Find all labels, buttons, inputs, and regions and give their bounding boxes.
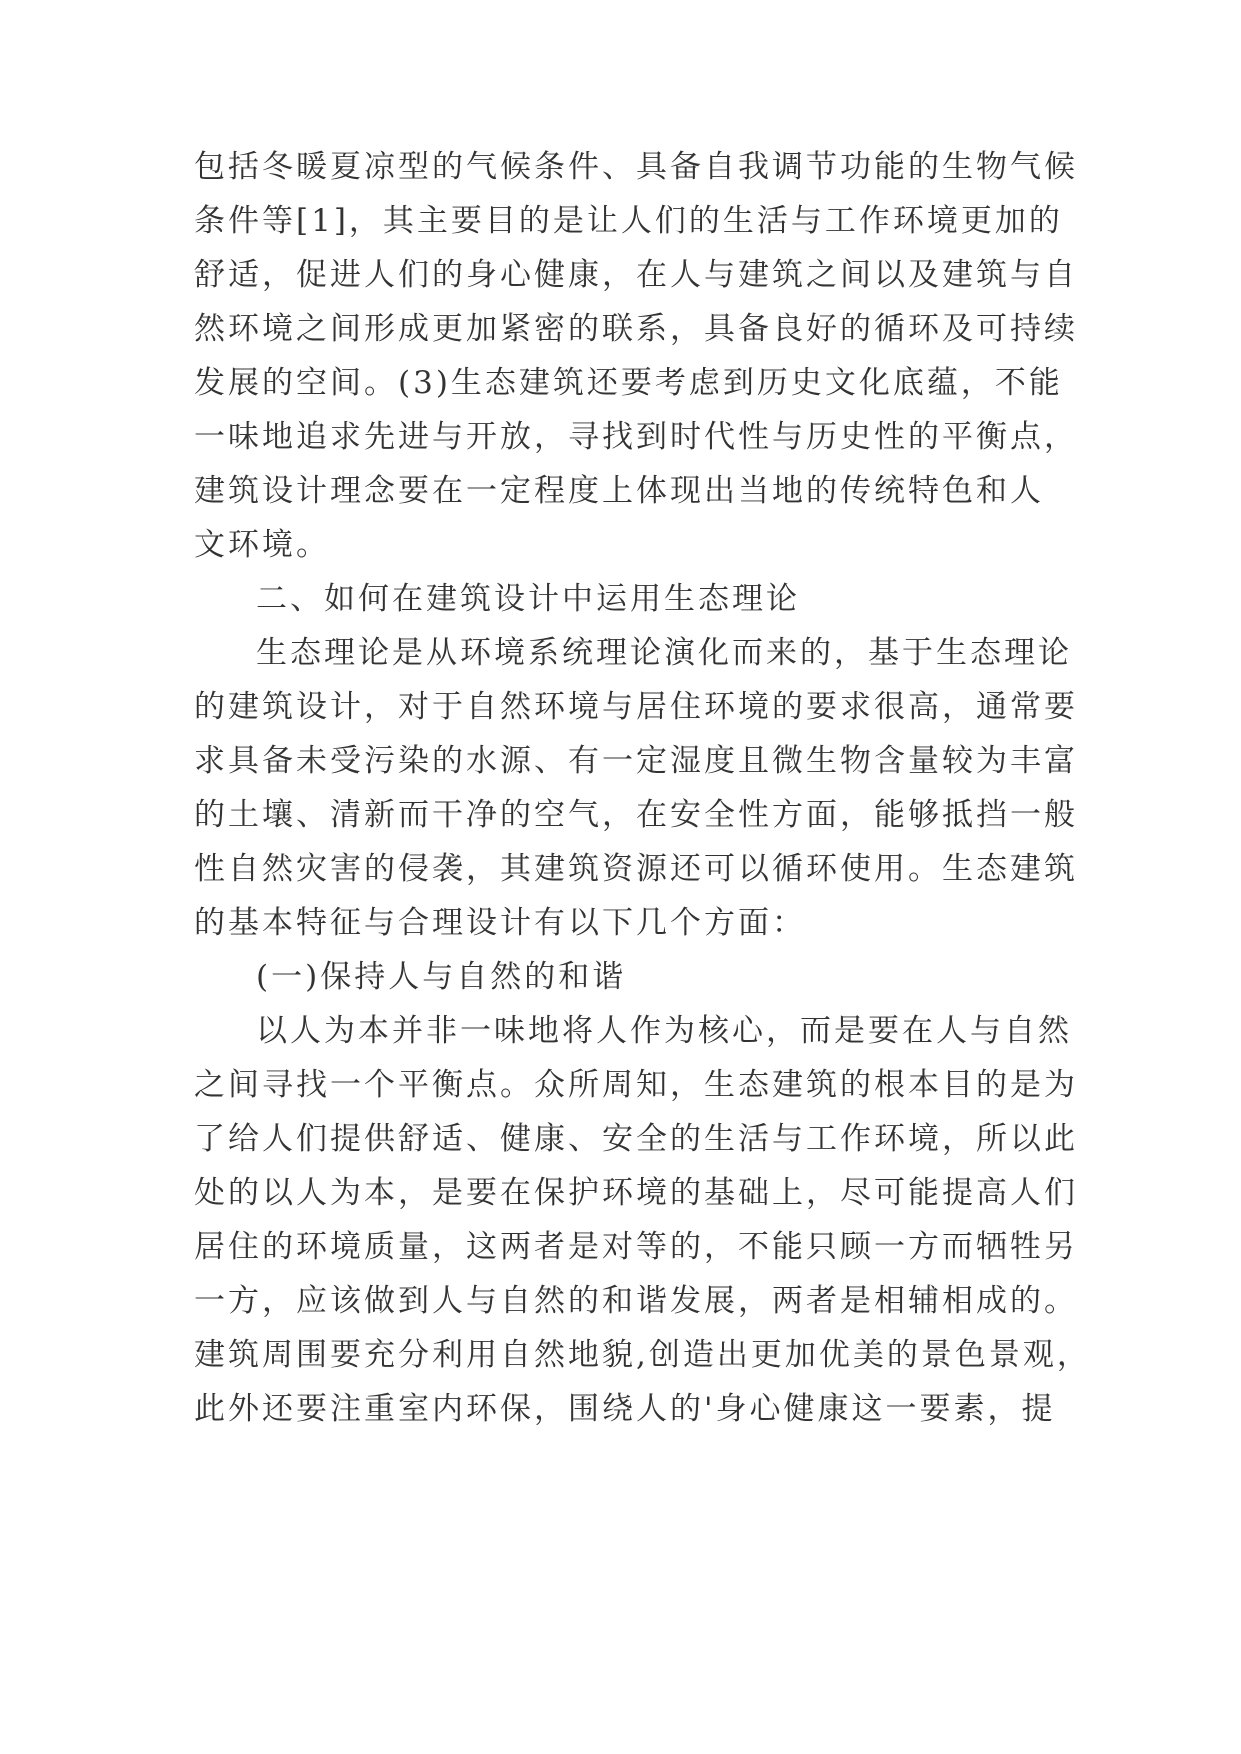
text-line: 一味地追求先进与开放，寻找到时代性与历史性的平衡点， bbox=[194, 419, 1078, 455]
text-line: 的土壤、清新而干净的空气，在安全性方面，能够抵挡一般 bbox=[194, 797, 1078, 833]
text-line: 求具备未受污染的水源、有一定湿度且微生物含量较为丰富 bbox=[194, 743, 1078, 779]
text-line: 建筑设计理念要在一定程度上体现出当地的传统特色和人 bbox=[194, 473, 1044, 509]
text-line: 建筑周围要充分利用自然地貌,创造出更加优美的景色景观， bbox=[194, 1337, 1091, 1373]
text-line: 居住的环境质量，这两者是对等的，不能只顾一方而牺牲另 bbox=[194, 1229, 1078, 1265]
text-line: 然环境之间形成更加紧密的联系，具备良好的循环及可持续 bbox=[194, 311, 1078, 347]
text-line: 的基本特征与合理设计有以下几个方面： bbox=[194, 905, 806, 941]
text-line: 舒适，促进人们的身心健康，在人与建筑之间以及建筑与自 bbox=[194, 257, 1078, 293]
text-line: 处的以人为本，是要在保护环境的基础上，尽可能提高人们 bbox=[194, 1175, 1078, 1211]
text-line: 发展的空间。(3)生态建筑还要考虑到历史文化底蕴，不能 bbox=[194, 365, 1063, 401]
subsection-heading: (一)保持人与自然的和谐 bbox=[256, 959, 627, 995]
text-line: 一方，应该做到人与自然的和谐发展，两者是相辅相成的。 bbox=[194, 1283, 1078, 1319]
text-line: 了给人们提供舒适、健康、安全的生活与工作环境，所以此 bbox=[194, 1121, 1078, 1157]
text-line: 性自然灾害的侵袭，其建筑资源还可以循环使用。生态建筑 bbox=[194, 851, 1078, 887]
text-line: 此外还要注重室内环保，围绕人的'身心健康这一要素，提 bbox=[194, 1391, 1056, 1427]
section-heading: 二、如何在建筑设计中运用生态理论 bbox=[256, 581, 800, 617]
text-line: 条件等[1]，其主要目的是让人们的生活与工作环境更加的 bbox=[194, 203, 1063, 239]
text-line: 之间寻找一个平衡点。众所周知，生态建筑的根本目的是为 bbox=[194, 1067, 1078, 1103]
text-line: 生态理论是从环境系统理论演化而来的，基于生态理论 bbox=[256, 635, 1072, 671]
text-line: 文环境。 bbox=[194, 527, 330, 563]
text-line: 的建筑设计，对于自然环境与居住环境的要求很高，通常要 bbox=[194, 689, 1078, 725]
text-line: 包括冬暖夏凉型的气候条件、具备自我调节功能的生物气候 bbox=[194, 149, 1078, 185]
text-line: 以人为本并非一味地将人作为核心，而是要在人与自然 bbox=[256, 1013, 1072, 1049]
